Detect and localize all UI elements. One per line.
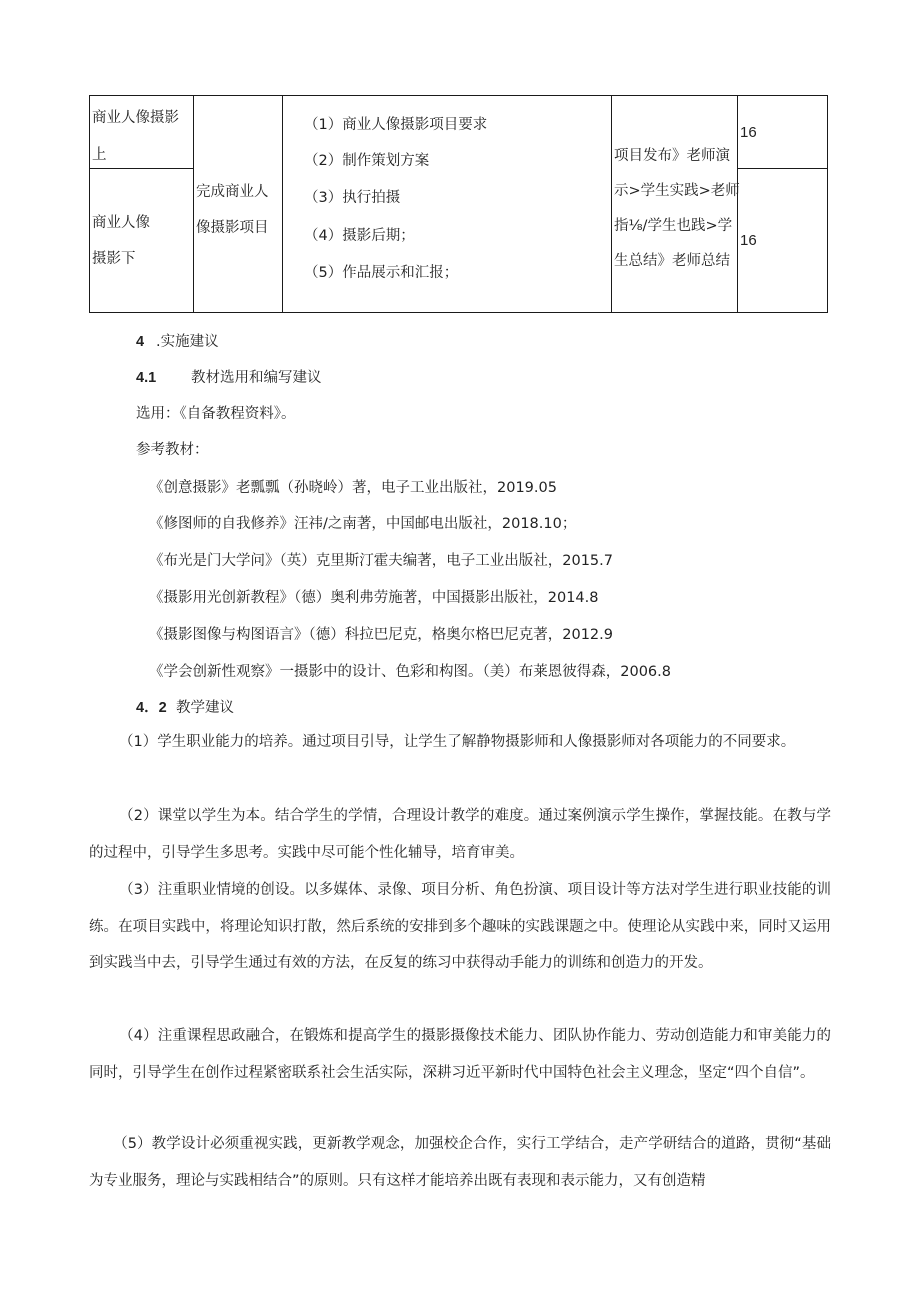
- table-border: [89, 168, 194, 169]
- content-item: （5）作品展示和汇报；: [304, 265, 459, 281]
- teaching-method: 生总结》老师总结: [614, 253, 730, 269]
- table-border: [89, 312, 828, 313]
- reference-item: 《修图师的自我修养》汪祎/之南著，中国邮电出版社，2018.10；: [149, 516, 577, 532]
- subsection-heading: [136, 696, 234, 717]
- body-paragraph: [89, 872, 831, 982]
- course-name: 上: [92, 147, 107, 163]
- content-item: （2）制作策划方案: [304, 153, 430, 169]
- teaching-method: 项目发布》老师演: [614, 148, 730, 164]
- hours-value: 16: [740, 232, 757, 249]
- reference-item: 《布光是门大学问》（英）克里斯汀霍夫编著，电子工业出版社，2015.7: [149, 553, 613, 569]
- section-title: 教材选用和编写建议: [191, 370, 322, 386]
- reference-label: 参考教材：: [136, 442, 209, 458]
- table-border: [611, 95, 612, 313]
- course-table: [89, 95, 828, 313]
- paragraph-text: （2）课堂以学生为本。结合学生的学情，合理设计教学的难度。通过案例演示学生操作，掌握技能。在教与学的过程中，引导学生多思考。实践中尽可能个性化辅导，培育审美。: [89, 808, 831, 861]
- course-name: 商业人像: [92, 215, 150, 231]
- reference-item: 《摄影用光创新教程》（德）奥利弗劳施著，中国摄影出版社，2014.8: [149, 590, 599, 606]
- body-paragraph: [89, 1126, 831, 1199]
- table-border: [737, 95, 738, 313]
- body-paragraph: [89, 724, 831, 761]
- teaching-method: 示>学生实践>老师: [614, 183, 740, 199]
- table-border: [282, 95, 283, 313]
- textbook-selection: 选用：《自备教程资料》。: [136, 406, 296, 422]
- table-border: [737, 168, 828, 169]
- paragraph-text: （4）注重课程思政融合，在锻炼和提高学生的摄影摄像技术能力、团队协作能力、劳动创造能力和审美能力的同时，引导学生在创作过程紧密联系社会生活实际，深耕习近平新时代中国特色社会主义理念，坚定“四个自信”。: [89, 1028, 831, 1081]
- section-number: 4.1: [136, 370, 157, 386]
- section-number: 4: [136, 334, 145, 350]
- content-item: （1）商业人像摄影项目要求: [304, 117, 488, 133]
- body-paragraph: [89, 798, 831, 871]
- paragraph-text: （3）注重职业情境的创设。以多媒体、录像、项目分析、角色扮演、项目设计等方法对学生进行职业技能的训练。在项目实践中，将理论知识打散，然后系统的安排到多个趣味的实践课题之中。使理论从实践中来，同时又运用到实践当中去，引导学生通过有效的方法，在反复的练习中获得动手能力的训练和创造力的开发。: [89, 882, 831, 971]
- content-item: （3）执行拍摄: [304, 190, 401, 206]
- paragraph-text: （1）学生职业能力的培养。通过项目引导，让学生了解静物摄影师和人像摄影师对各项能力的不同要求。: [119, 734, 796, 750]
- table-border: [827, 95, 828, 313]
- hours-value: 16: [740, 124, 757, 141]
- teaching-method: 指⅛/学生也践>学: [614, 218, 733, 234]
- body-paragraph: [89, 1018, 831, 1091]
- project-goal: 像摄影项目: [196, 220, 269, 236]
- section-title: .实施建议: [156, 334, 219, 350]
- table-border: [89, 95, 90, 313]
- course-name: 商业人像摄影: [92, 110, 179, 126]
- section-number: 4．2: [136, 700, 167, 716]
- subsection-heading: [136, 366, 322, 387]
- table-border: [193, 95, 194, 313]
- reference-item: 《学会创新性观察》一摄影中的设计、色彩和构图。（美）布莱恩彼得森，2006.8: [149, 664, 671, 680]
- reference-item: 《摄影图像与构图语言》（德）科拉巴尼克，格奥尔格巴尼克著，2012.9: [149, 627, 613, 643]
- course-name: 摄影下: [92, 251, 136, 267]
- project-goal: 完成商业人: [196, 184, 269, 200]
- table-border: [89, 95, 828, 96]
- content-item: （4）摄影后期；: [304, 228, 415, 244]
- reference-item: 《创意摄影》老瓢瓢（孙晓岭）著，电子工业出版社，2019.05: [149, 480, 557, 496]
- section-heading: [136, 330, 219, 351]
- section-title: 教学建议: [176, 700, 234, 716]
- paragraph-text: （5）教学设计必须重视实践，更新教学观念，加强校企合作，实行工学结合，走产学研结合的道路，贯彻“基础为专业服务，理论与实践相结合”的原则。只有这样才能培养出既有表现和表示能力，又有创造精: [89, 1136, 831, 1189]
